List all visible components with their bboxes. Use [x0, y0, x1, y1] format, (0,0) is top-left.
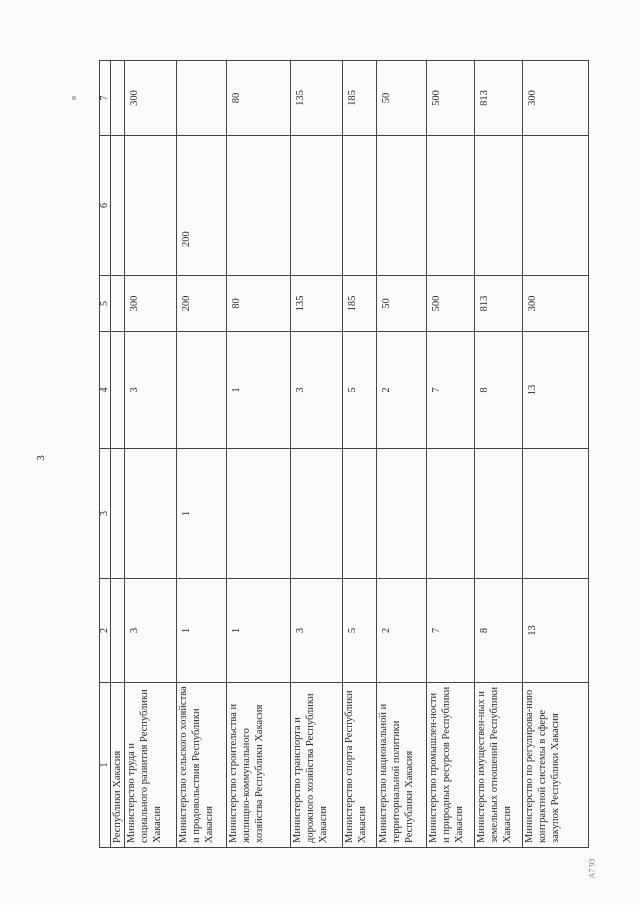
cell-name: Министерство национальной и территориальной политики Республики Хакасия	[377, 683, 427, 848]
rotated-table-wrapper	[99, 61, 585, 848]
cell-col5: 200	[177, 276, 227, 332]
cell-col2: 1	[227, 579, 291, 683]
cell-empty	[111, 449, 125, 579]
cell-col6	[523, 136, 589, 276]
cell-col4: 13	[523, 332, 589, 449]
cell-col3: 1	[177, 449, 227, 579]
cell-name: Министерство труда и социального развития Республики Хакасия	[125, 683, 177, 848]
cell-name: Министерство имуществен-ных и земельных отношений Республики Хакасия	[475, 683, 523, 848]
column-header-3: 3	[100, 449, 111, 579]
cell-col4: 8	[475, 332, 523, 449]
cell-name: Министерство транспорта и дорожного хозяйства Республики Хакасия	[291, 683, 343, 848]
data-table	[99, 60, 589, 848]
table-row	[227, 61, 291, 848]
cell-col6	[125, 136, 177, 276]
cell-col3	[427, 449, 475, 579]
cell-col4: 2	[377, 332, 427, 449]
cell-col7: 300	[125, 61, 177, 136]
cell-empty	[111, 136, 125, 276]
cell-col7: 813	[475, 61, 523, 136]
cell-col5: 300	[523, 276, 589, 332]
cell-col3	[377, 449, 427, 579]
cell-name: Республики Хакасия	[111, 683, 125, 848]
table-row	[343, 61, 377, 848]
cell-col5: 813	[475, 276, 523, 332]
table-row	[475, 61, 523, 848]
cell-col5: 80	[227, 276, 291, 332]
cell-col6: 200	[177, 136, 227, 276]
cell-col6	[377, 136, 427, 276]
footer-code: A7 93	[587, 858, 597, 879]
cell-col6	[475, 136, 523, 276]
cell-empty	[111, 332, 125, 449]
column-header-4: 4	[100, 332, 111, 449]
cell-name: Министерство спорта Республики Хакасия	[343, 683, 377, 848]
cell-col2: 13	[523, 579, 589, 683]
cell-col3	[125, 449, 177, 579]
cell-name: Министерство сельского хозяйства и продовольствия Республики Хакасия	[177, 683, 227, 848]
header-row	[100, 61, 111, 848]
cell-col5: 135	[291, 276, 343, 332]
table-row-fragment	[111, 61, 125, 848]
cell-col5: 300	[125, 276, 177, 332]
cell-col4: 5	[343, 332, 377, 449]
cell-col2: 7	[427, 579, 475, 683]
cell-col4: 7	[427, 332, 475, 449]
page-number: 3	[34, 455, 47, 461]
cell-col2: 2	[377, 579, 427, 683]
cell-col2: 3	[125, 579, 177, 683]
cell-col7: 80	[227, 61, 291, 136]
cell-col6	[343, 136, 377, 276]
column-header-1: 1	[100, 683, 111, 848]
cell-col3	[291, 449, 343, 579]
cell-col7: 185	[343, 61, 377, 136]
table-row	[377, 61, 427, 848]
table-row	[125, 61, 177, 848]
cell-col4: 1	[227, 332, 291, 449]
cell-col4	[177, 332, 227, 449]
table-row	[291, 61, 343, 848]
column-header-5: 5	[100, 276, 111, 332]
column-header-2: 2	[100, 579, 111, 683]
cell-col7: 300	[523, 61, 589, 136]
cell-col5: 50	[377, 276, 427, 332]
cell-col4: 3	[125, 332, 177, 449]
cell-col7	[177, 61, 227, 136]
table-row	[523, 61, 589, 848]
cell-empty	[111, 61, 125, 136]
cell-col7: 50	[377, 61, 427, 136]
cell-name: Министерство промышлен-ности и природных ресурсов Республики Хакасия	[427, 683, 475, 848]
cell-col2: 5	[343, 579, 377, 683]
table-row	[427, 61, 475, 848]
table-row	[177, 61, 227, 848]
cell-col2: 1	[177, 579, 227, 683]
cell-col7: 500	[427, 61, 475, 136]
cell-col5: 500	[427, 276, 475, 332]
cell-empty	[111, 276, 125, 332]
cell-col3	[343, 449, 377, 579]
cell-col3	[227, 449, 291, 579]
cell-col2: 8	[475, 579, 523, 683]
cell-col5: 185	[343, 276, 377, 332]
cell-col2: 3	[291, 579, 343, 683]
cell-col6	[291, 136, 343, 276]
cell-col6	[227, 136, 291, 276]
cell-empty	[111, 579, 125, 683]
column-header-7: 7	[100, 61, 111, 136]
cell-name: Министерство по регулирова-нию контрактной системы в сфере закупок Республики Хакасия	[523, 683, 589, 848]
cell-col4: 3	[291, 332, 343, 449]
cell-col3	[475, 449, 523, 579]
cell-col6	[427, 136, 475, 276]
column-header-6: 6	[100, 136, 111, 276]
scan-mark	[72, 96, 76, 100]
cell-col7: 135	[291, 61, 343, 136]
cell-name: Министерство строительства и жилищно-коммунального хозяйства Республики Хакасия	[227, 683, 291, 848]
cell-col3	[523, 449, 589, 579]
